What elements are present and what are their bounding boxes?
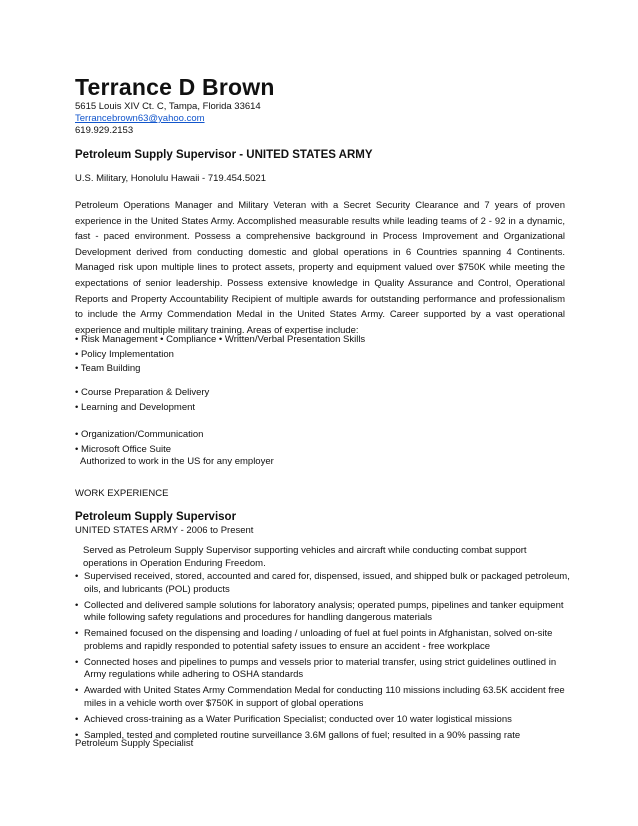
skills-group-3 — [75, 428, 203, 457]
work-authorization: Authorized to work in the US for any employer — [80, 456, 274, 467]
list-item: • Supervised received, stored, accounted and cared for, dispensed, issued, and shipped bulk or packaged petroleum, oils, and lubricants (POL) products — [75, 571, 570, 596]
skill-item: • Organization/Communication — [75, 429, 204, 440]
list-item: • Collected and delivered sample solutions for laboratory analysis; operated pumps, pipelines and tanker equipment while following safety regulations and procedures for handling dangerous materials — [75, 600, 570, 625]
address: 5615 Louis XIV Ct. C, Tampa, Florida 33614 — [75, 101, 261, 112]
list-item: • Achieved cross-training as a Water Purification Specialist; conducted over 10 water logistical missions — [75, 714, 570, 727]
skills-group-1 — [75, 333, 365, 377]
skill-item: • Team Building — [75, 363, 141, 374]
candidate-name: Terrance D Brown — [75, 74, 275, 100]
skill-item: • Policy Implementation — [75, 348, 174, 360]
skill-item: • Learning and Development — [75, 401, 196, 413]
headline-org: U.S. Military, Honolulu Hawaii - 719.454.5021 — [75, 173, 266, 184]
skill-item: • Risk Management • Compliance • Written/Verbal Presentation Skills — [75, 334, 366, 345]
email-link[interactable]: Terrancebrown63@yahoo.com — [75, 113, 205, 124]
job-title-2: Petroleum Supply Specialist — [75, 738, 194, 749]
job-bullets — [75, 571, 570, 746]
contact-block — [75, 101, 261, 137]
list-item: • Remained focused on the dispensing and loading / unloading of fuel at fuel points in Afghanistan, solved on-site problems and rapidly responded to potential safety issues to ensure an accident - free workplace — [75, 628, 570, 653]
list-item: • Sampled, tested and completed routine surveillance 3.6M gallons of fuel; resulted in a 90% passing rate — [75, 730, 570, 743]
skill-item: • Course Preparation & Delivery — [75, 387, 210, 398]
phone: 619.929.2153 — [75, 125, 134, 136]
skills-group-2 — [75, 386, 209, 415]
summary-paragraph: Petroleum Operations Manager and Military Veteran with a Secret Security Clearance and 7 years of proven experience in the United States Army. Accomplished measurable results while leading teams of 2 - 92 in a dynamic, fast - paced environment. Possess a comprehensive background in Process Improvement and Organizational Development derived from conducting domestic and global operations in 6 Countries spanning 4 Continents. Managed risk upon multiple lines to protect assets, property and equipment valued over $750K while meeting the expectations of senior leadership. Possess extensive knowledge in Quality Assurance and Control, Operational Reports and Property Accountability Recipient of multiple awards for outstanding performance and professionalism to include the Army Commendation Medal in the United States Army. Career supported by a vast operational experience and multiple military training. Areas of expertise include: — [75, 200, 565, 336]
job-org: UNITED STATES ARMY - 2006 to Present — [75, 525, 254, 536]
job-title: Petroleum Supply Supervisor — [75, 511, 237, 523]
headline-title: Petroleum Supply Supervisor - UNITED STATES ARMY — [75, 149, 373, 161]
list-item: • Connected hoses and pipelines to pumps and vessels prior to material transfer, using strict guidelines outlined in Army regulations while adhering to OSHA standards — [75, 657, 570, 682]
work-experience-heading: WORK EXPERIENCE — [75, 488, 169, 499]
job-intro: Served as Petroleum Supply Supervisor supporting vehicles and aircraft while conducting combat support operations in Operation Enduring Freedom. — [83, 545, 527, 569]
list-item: • Awarded with United States Army Commendation Medal for conducting 110 missions including 63.5K accident free miles in a vehicle worth over $750K in support of global operations — [75, 685, 570, 710]
skill-item: • Microsoft Office Suite — [75, 443, 172, 455]
